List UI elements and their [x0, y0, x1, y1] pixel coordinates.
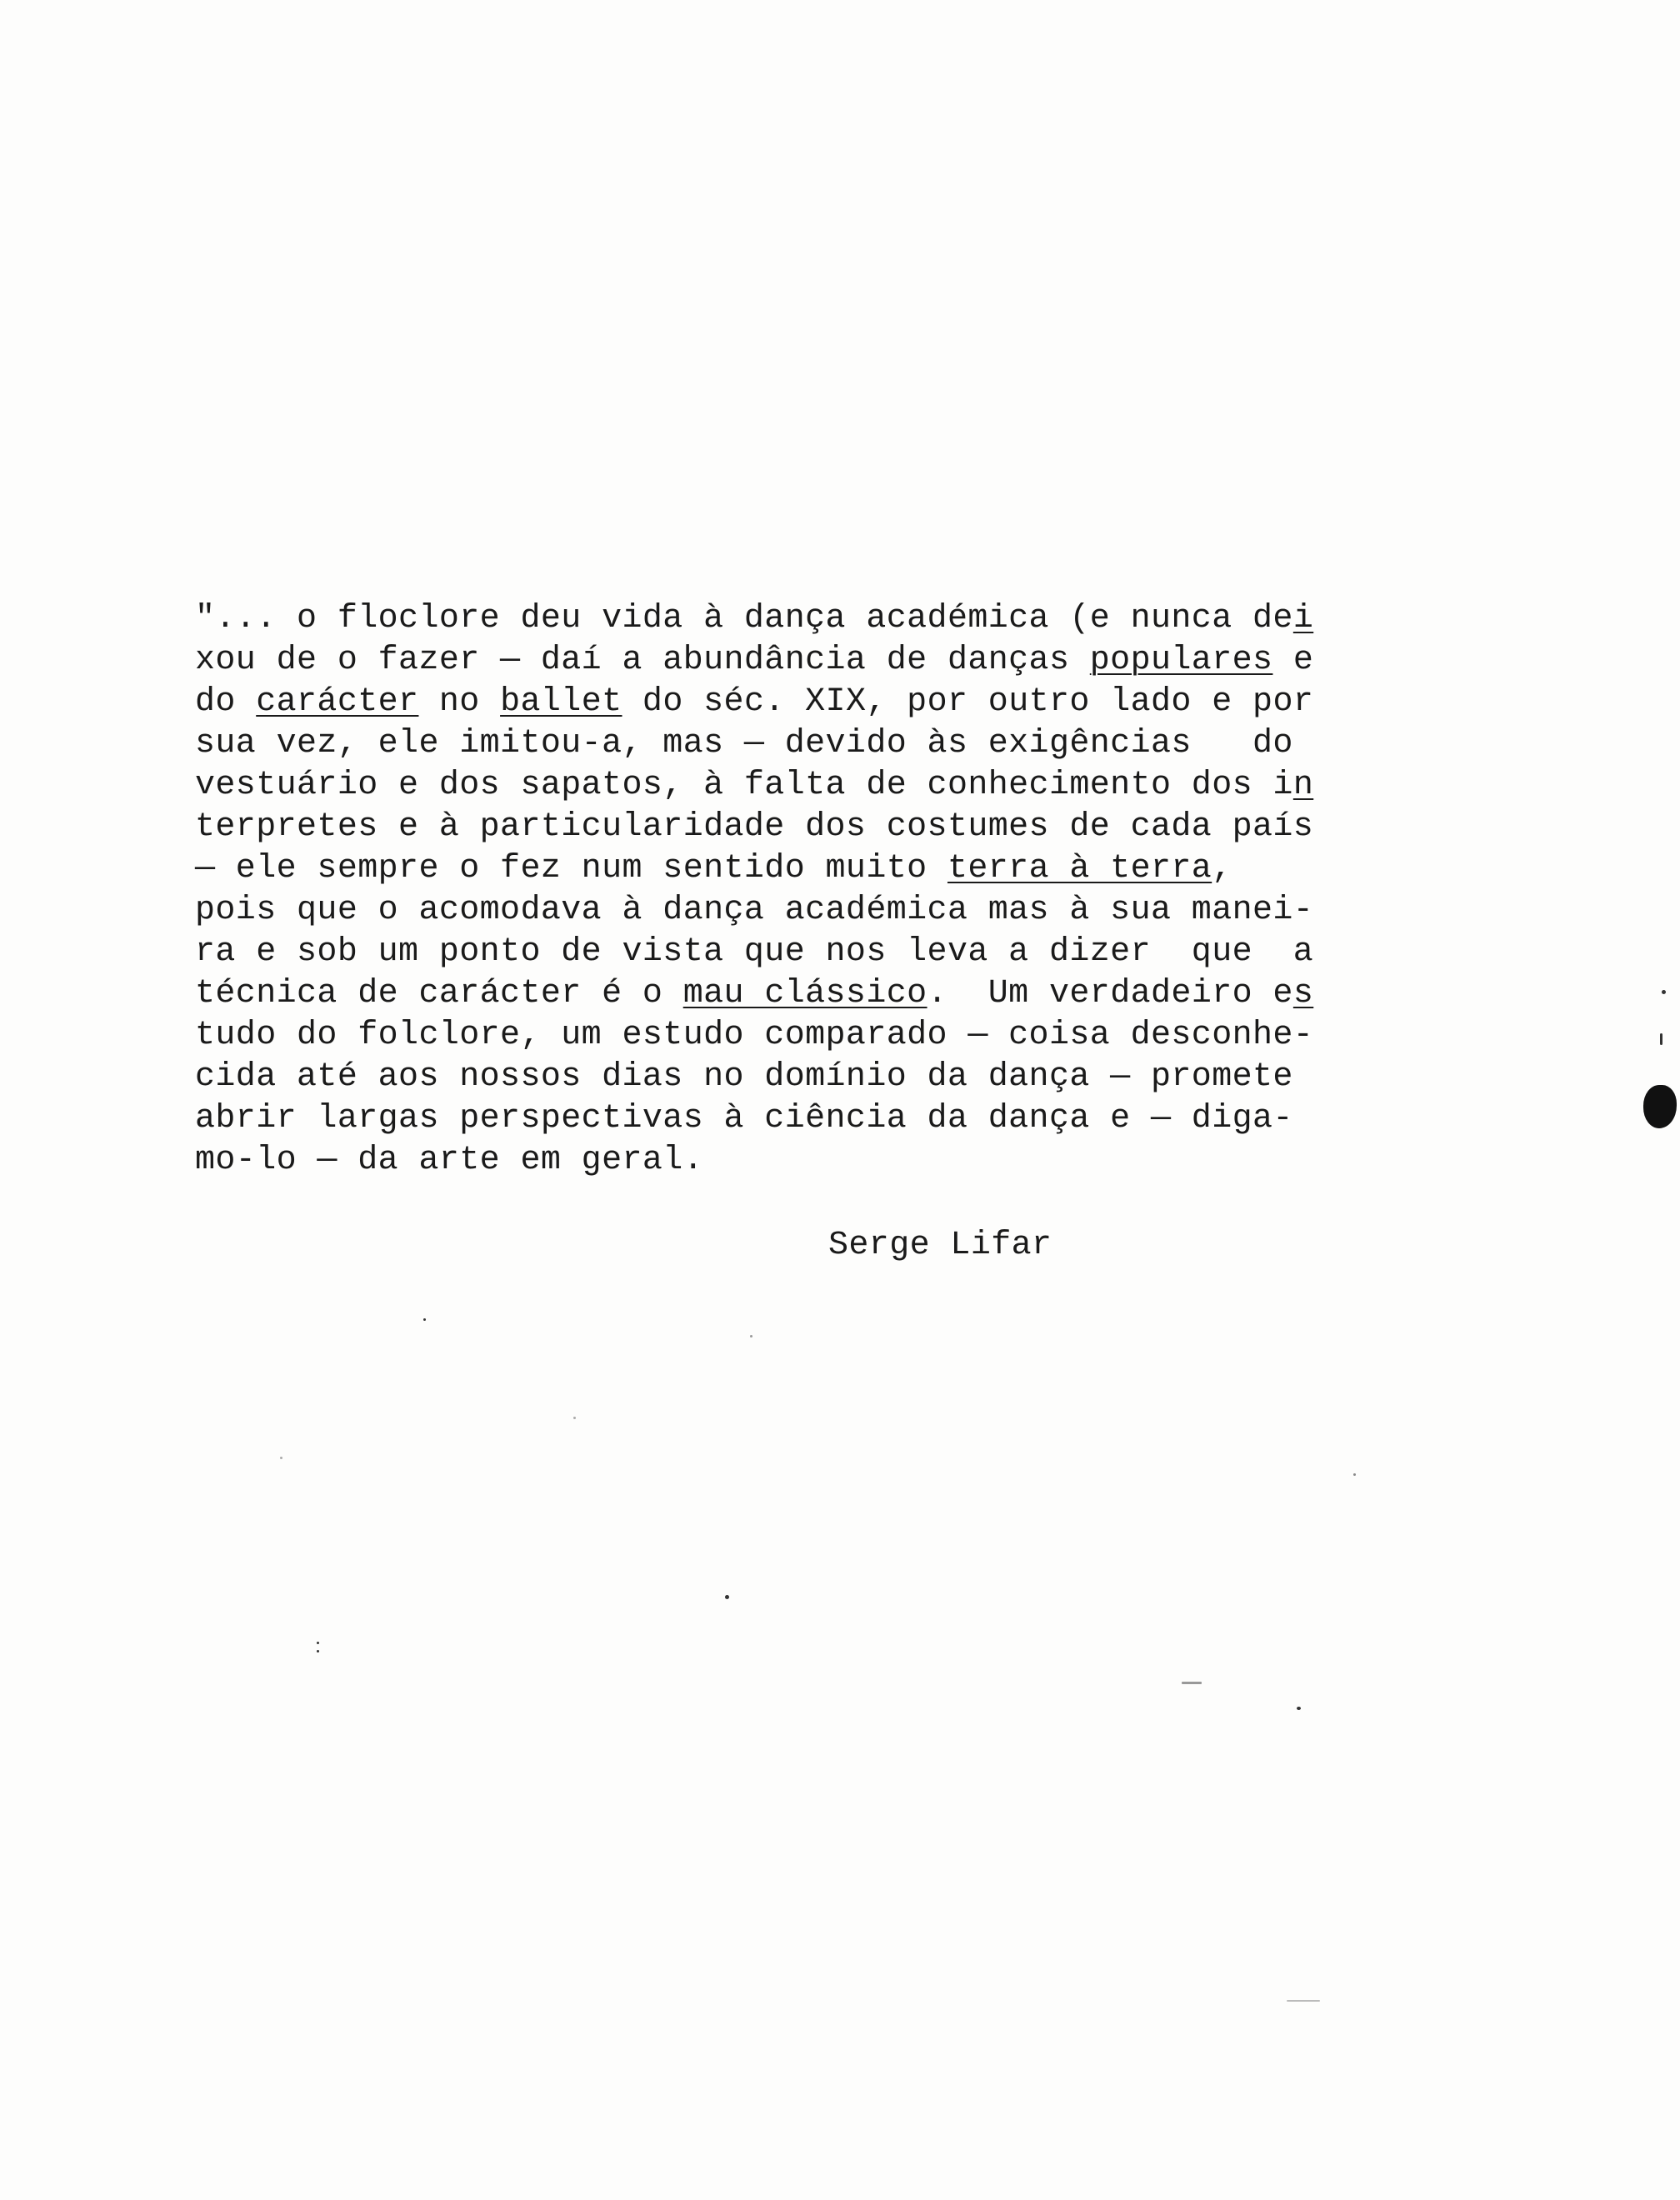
- speck: [1660, 1033, 1662, 1045]
- quote-line: [195, 682, 1495, 723]
- quote-line: [195, 932, 1495, 973]
- line-text: "... o floclore deu vida à dança académica (e nunca de: [195, 600, 1293, 638]
- line-text: mo-lo — da arte em geral.: [195, 1142, 704, 1179]
- speck: [1662, 990, 1666, 994]
- line-text: tudo do folclore, um estudo comparado — coisa desconhe-: [195, 1017, 1314, 1054]
- quote-line: [195, 973, 1495, 1015]
- quote-line: [195, 598, 1495, 640]
- line-text: técnica de carácter é o: [195, 975, 683, 1012]
- line-text: do: [195, 683, 257, 721]
- quote-line: [195, 765, 1495, 807]
- line-text: xou de o fazer — daí a abundância de danças: [195, 642, 1090, 679]
- line-text: cida até aos nossos dias no domínio da dança — promete: [195, 1058, 1293, 1096]
- speck: [317, 1642, 319, 1644]
- speck: [725, 1595, 729, 1599]
- line-text: . Um verdadeiro e: [927, 975, 1293, 1012]
- speck: [1297, 1707, 1301, 1710]
- quote-line: [195, 1015, 1495, 1057]
- quote-text: [195, 598, 1495, 1182]
- line-text: pois que o acomodava à dança académica mas à sua manei-: [195, 892, 1314, 929]
- signature: Serge Lifar: [828, 1227, 1052, 1264]
- speck: [1353, 1473, 1356, 1476]
- speck: [750, 1335, 752, 1338]
- line-text: abrir largas perspectivas à ciência da dança e — diga-: [195, 1100, 1293, 1138]
- quote-line: [195, 848, 1495, 890]
- speck: [573, 1417, 576, 1419]
- line-text: ra e sob um ponto de vista que nos leva a dizer que a: [195, 933, 1314, 971]
- underlined-text: ballet: [500, 683, 622, 721]
- underlined-text: s: [1292, 975, 1314, 1012]
- underlined-text: terra à terra: [947, 850, 1212, 888]
- underlined-text: mau clássico: [682, 975, 928, 1012]
- quote-line: [195, 1057, 1495, 1098]
- line-text: terpretes e à particularidade dos costumes de cada país: [195, 808, 1314, 846]
- speck: [1287, 2000, 1320, 2002]
- line-text: — ele sempre o fez num sentido muito: [195, 850, 948, 888]
- speck: [423, 1318, 426, 1321]
- line-text: sua vez, ele imitou-a, mas — devido às exigências do: [195, 725, 1293, 762]
- line-text: no: [418, 683, 501, 721]
- line-text: ,: [1212, 850, 1232, 888]
- line-text: vestuário e dos sapatos, à falta de conhecimento dos i: [195, 767, 1293, 804]
- line-text: do séc. XIX, por outro lado e por: [622, 683, 1314, 721]
- quote-line: [195, 890, 1495, 932]
- underlined-text: populares: [1089, 642, 1273, 679]
- quote-line: [195, 1140, 1495, 1182]
- quote-line: [195, 807, 1495, 848]
- underlined-text: i: [1292, 600, 1314, 638]
- line-text: e: [1272, 642, 1314, 679]
- speck: [280, 1457, 282, 1459]
- quote-line: [195, 1098, 1495, 1140]
- underlined-text: n: [1292, 767, 1314, 804]
- quote-line: [195, 640, 1495, 682]
- underlined-text: carácter: [256, 683, 419, 721]
- speck: [317, 1650, 319, 1652]
- speck: [1182, 1682, 1202, 1684]
- quote-line: [195, 723, 1495, 765]
- ink-blot: [1643, 1085, 1677, 1128]
